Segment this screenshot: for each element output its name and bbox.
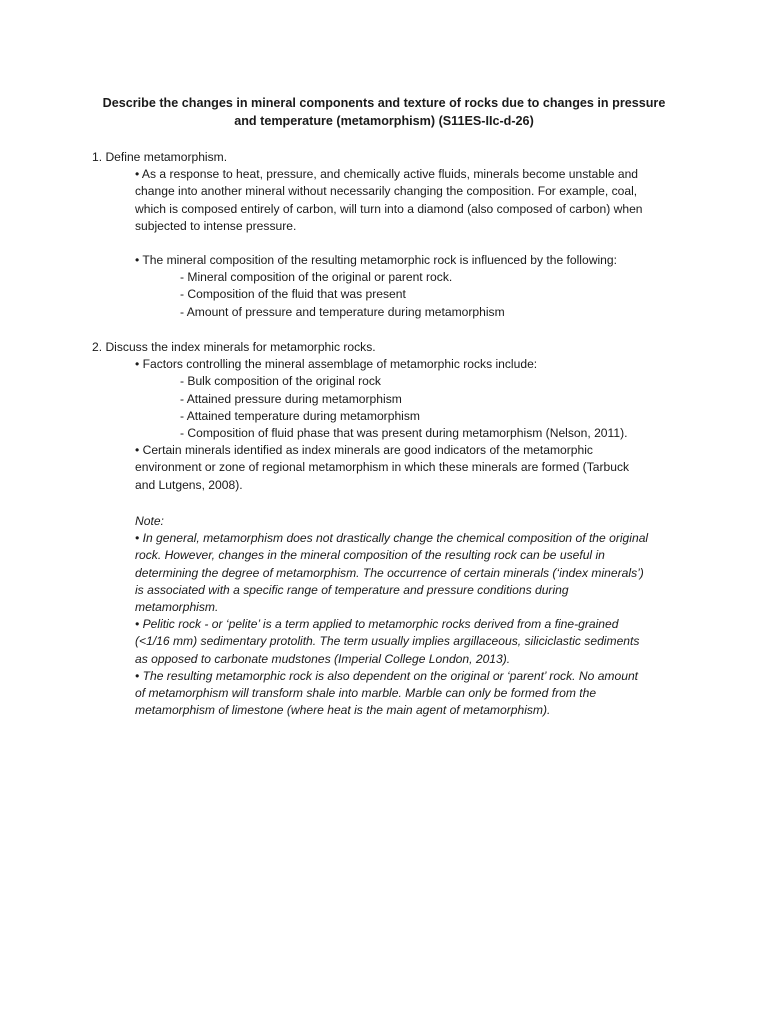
paragraph-line: and Lutgens, 2008).: [135, 477, 243, 492]
note-line: metamorphism.: [135, 600, 219, 615]
note-section: [0, 513, 768, 719]
document-title: [60, 94, 708, 130]
paragraph-line: which is composed entirely of carbon, will turn into a diamond (also composed of carbon) when: [135, 201, 643, 216]
note-line: of metamorphism will transform shale into marble. Marble can only be formed from the: [135, 686, 597, 701]
note-line: • Pelitic rock - or ‘pelite’ is a term applied to metamorphic rocks derived from a fine-grained: [135, 617, 619, 632]
list-item: - Attained temperature during metamorphism: [180, 408, 420, 423]
note-line: • In general, metamorphism does not drastically change the chemical composition of the original: [135, 531, 649, 546]
list-item: - Mineral composition of the original or parent rock.: [180, 270, 453, 285]
list-item: - Amount of pressure and temperature during metamorphism: [180, 304, 505, 319]
section-heading: 2. Discuss the index minerals for metamorphic rocks.: [92, 340, 376, 354]
note-line: metamorphism of limestone (where heat is the main agent of metamorphism).: [135, 703, 551, 718]
note-line: as opposed to carbonate mudstones (Imperial College London, 2013).: [135, 651, 511, 666]
paragraph-line: subjected to intense pressure.: [135, 218, 297, 233]
spacer: [0, 235, 768, 252]
note-line: determining the degree of metamorphism. The occurrence of certain minerals (‘index minerals’): [135, 565, 644, 580]
paragraph-line: • Certain minerals identified as index minerals are good indicators of the metamorphic: [135, 443, 593, 458]
list-item: - Attained pressure during metamorphism: [180, 391, 402, 406]
list-item: - Composition of the fluid that was present: [180, 287, 406, 302]
note-line: is associated with a specific range of temperature and pressure conditions during: [135, 582, 569, 597]
title-line: and temperature (metamorphism) (S11ES-IIc-d-26): [234, 114, 534, 128]
note-line: (<1/16 mm) sedimentary protolith. The term usually implies argillaceous, siliciclastic sediments: [135, 634, 640, 649]
section-define-metamorphism: [0, 149, 768, 321]
note-line: • The resulting metamorphic rock is also dependent on the original or ‘parent’ rock. No amount: [135, 668, 639, 683]
paragraph-line: • As a response to heat, pressure, and chemically active fluids, minerals become unstable and: [135, 167, 639, 182]
paragraph-line: change into another mineral without necessarily changing the composition. For example, coal,: [135, 184, 638, 199]
note-label: Note:: [135, 514, 164, 528]
section-heading: 1. Define metamorphism.: [92, 150, 228, 164]
note-line: rock. However, changes in the mineral composition of the resulting rock can be useful in: [135, 548, 605, 563]
title-line: Describe the changes in mineral components and texture of rocks due to changes in pressure: [102, 96, 666, 110]
paragraph-line: • Factors controlling the mineral assemblage of metamorphic rocks include:: [135, 357, 538, 372]
paragraph-line: environment or zone of regional metamorphism in which these minerals are formed (Tarbuck: [135, 460, 630, 475]
list-item: - Composition of fluid phase that was present during metamorphism (Nelson, 2011).: [180, 426, 628, 441]
paragraph-line: • The mineral composition of the resulting metamorphic rock is influenced by the following:: [135, 253, 617, 268]
section-index-minerals: [0, 339, 768, 494]
list-item: - Bulk composition of the original rock: [180, 374, 381, 389]
